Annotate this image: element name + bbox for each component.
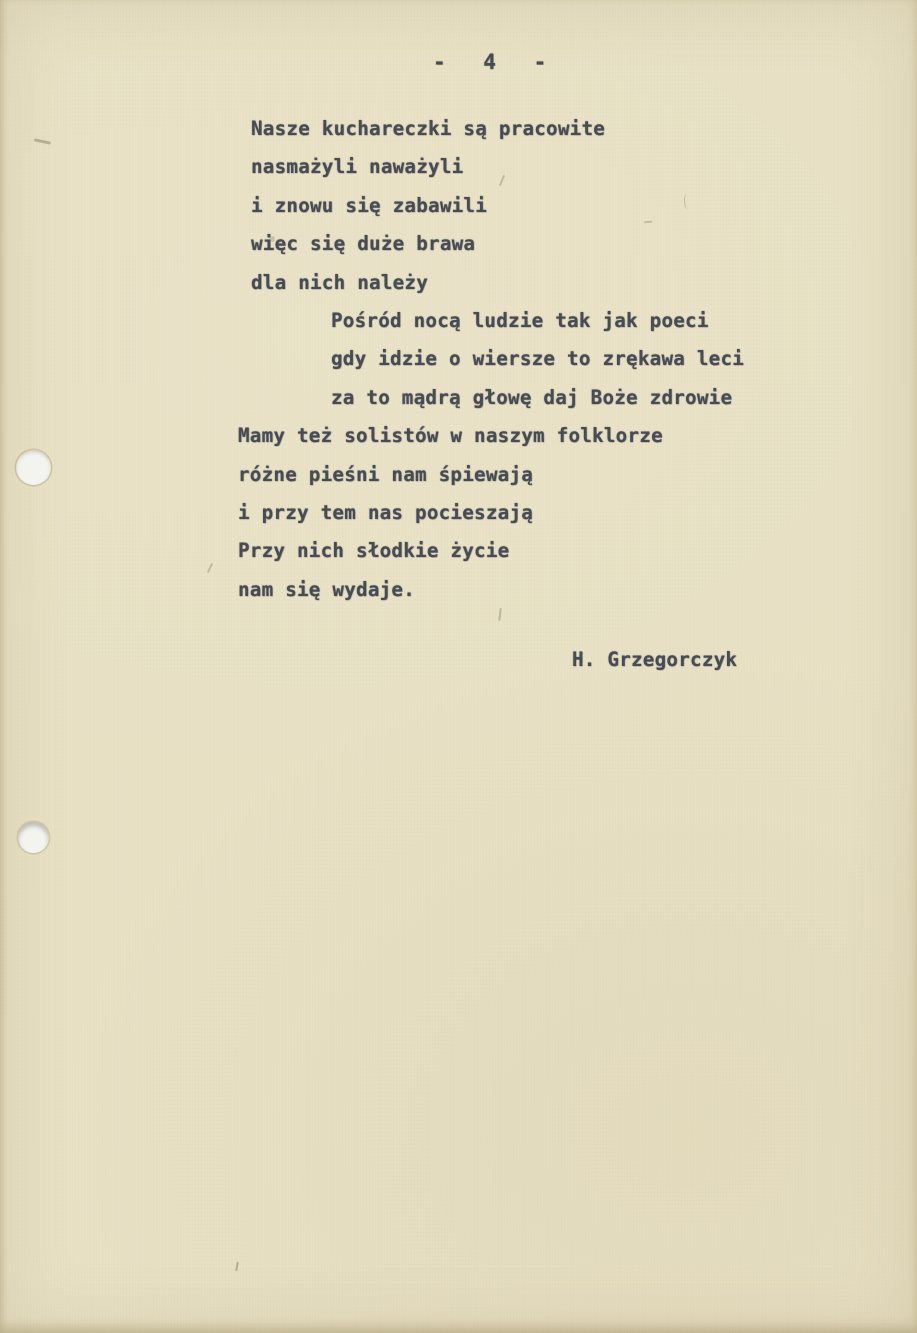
scan-artifact-fiber: [235, 1262, 239, 1271]
poem-line: różne pieśni nam śpiewają: [238, 462, 534, 486]
poem-body: [0, 110, 917, 609]
poem-line: Przy nich słodkie życie: [238, 539, 510, 563]
poem-line: i przy tem nas pocieszają: [238, 500, 534, 524]
poem-line: i znowu się zabawili: [251, 193, 488, 217]
author-signature: H. Grzegorczyk: [572, 648, 738, 671]
poem-line: dla nich należy: [251, 270, 429, 294]
poem-line: Mamy też solistów w naszym folklorze: [238, 424, 663, 448]
scan-artifact-mark: [683, 194, 691, 209]
page-number: - 4 -: [433, 50, 554, 74]
scan-artifact-smudge: [270, 236, 275, 242]
poem-line: nam się wydaje.: [238, 577, 416, 601]
poem-line: nasmażyli naważyli: [251, 155, 464, 179]
poem-line: za to mądrą głowę daj Boże zdrowie: [331, 385, 733, 409]
scan-artifact-mark: [498, 608, 502, 621]
punch-hole-bottom: [18, 822, 49, 853]
poem-line: Nasze kuchareczki są pracowite: [251, 117, 606, 140]
poem-line: gdy idzie o wiersze to zrękawa leci: [331, 347, 745, 371]
poem-line: więc się duże brawa: [251, 232, 476, 256]
poem-line: Pośród nocą ludzie tak jak poeci: [331, 308, 709, 332]
punch-hole-top: [16, 450, 51, 485]
